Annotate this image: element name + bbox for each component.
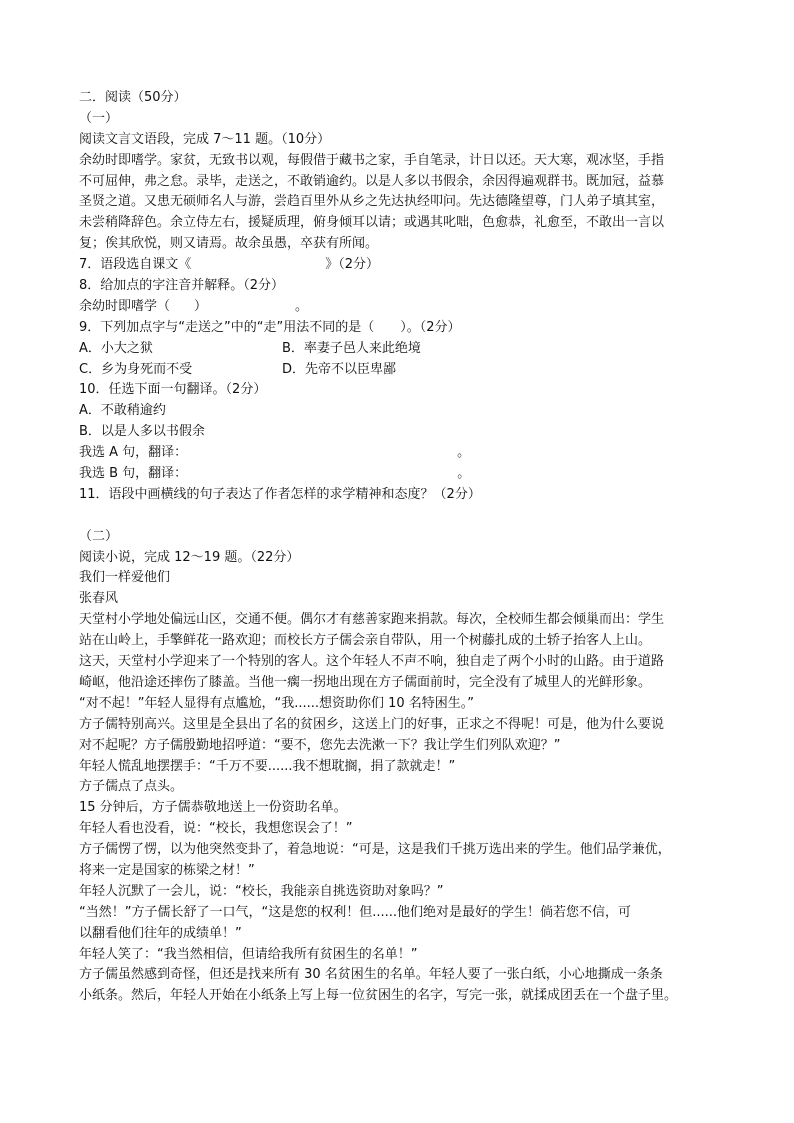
question-9-options-row xyxy=(79,339,739,360)
passage-line: 未尝稍降辞色。余立侍左右，援疑质理，俯身倾耳以请；或遇其叱咄，色愈恭，礼愈至，不敢出一言以 xyxy=(79,215,665,231)
story-title: 我们一样爱他们 xyxy=(79,570,171,586)
option-c: C．乡为身死而不受 xyxy=(79,361,193,377)
passage-line: 不可屈伸，弗之怠。录毕，走送之，不敢销逾约。以是人多以书假余，余因得遍观群书。既加冠，益慕 xyxy=(79,173,665,189)
answer-line-a: 我选 A 句，翻译： 。 xyxy=(79,445,471,461)
part1-heading: （一） xyxy=(79,110,119,126)
passage-line: 复；俟其欣悦，则又请焉。故余虽愚，卒获有所闻。 xyxy=(79,236,379,252)
passage-line: 余幼时即嗜学。家贫，无致书以观，每假借于藏书之家，手自笔录，计日以还。天大寒，观冰坚，手指 xyxy=(79,152,665,168)
option-b: B．率妻子邑人来此绝境 xyxy=(282,340,421,356)
story-body xyxy=(79,610,739,1007)
story-line: 15 分钟后，方子儒恭敬地送上一份资助名单。 xyxy=(79,800,347,816)
story-line: 天堂村小学地处偏远山区，交通不便。偶尔才有慈善家跑来捐款。每次，全校师生都会倾巢而出：学生 xyxy=(79,612,665,628)
question-10-sentence-b: B．以是人多以书假余 xyxy=(79,424,205,440)
story-line: 崎岖，他沿途还摔伤了膝盖。当他一瘸一拐地出现在方子儒面前时，完全没有了城里人的光鲜形象。 xyxy=(79,674,652,690)
section-title: 二．阅读（50分） xyxy=(79,90,187,105)
question-10-sentence-a: A．不敢稍逾约 xyxy=(79,403,166,419)
story-line: 对不起呢？方子儒殷勤地招呼道：“要不，您先去洗漱一下？我让学生们列队欢迎？” xyxy=(79,737,561,753)
option-a: A．小大之狱 xyxy=(79,340,153,356)
story-line: 小纸条。然后，年轻人开始在小纸条上写上每一位贫困生的名字，写完一张，就揉成团丢在一个盘子里。 xyxy=(79,988,678,1004)
story-line: 方子儒虽然感到奇怪，但还是找来所有 30 名贫困生的名单。年轻人要了一张白纸，小心地撕成一条条 xyxy=(79,967,663,983)
answer-line-b: 我选 B 句，翻译： 。 xyxy=(79,466,471,482)
story-author: 张春风 xyxy=(79,591,119,607)
story-line: “对不起！”年轻人显得有点尴尬，“我......想资助你们 10 名特困生。” xyxy=(79,695,475,711)
story-line: 方子儒愣了愣，以为他突然变卦了，着急地说：“可是，这是我们千挑万选出来的学生。他们品学兼优， xyxy=(79,842,671,858)
story-line: 以翻看他们往年的成绩单！” xyxy=(79,925,242,941)
part2-heading: （二） xyxy=(79,528,119,544)
question-11: 11．语段中画横线的句子表达了作者怎样的求学精神和态度？（2分） xyxy=(79,486,481,502)
story-line: 这天，天堂村小学迎来了一个特别的客人。这个年轻人不声不响，独自走了两个小时的山路。由于道路 xyxy=(79,654,665,670)
exam-page xyxy=(79,88,739,1007)
story-line: 方子儒点了点头。 xyxy=(79,779,184,795)
question-8-item: 余幼时即嗜学（ ） 。 xyxy=(79,298,309,314)
spacer xyxy=(79,506,739,527)
story-line: 将来一定是国家的栋梁之材！” xyxy=(79,862,255,878)
question-10: 10．任选下面一句翻译。（2分） xyxy=(79,382,267,398)
classical-passage xyxy=(79,151,739,255)
story-line: “当然！”方子儒长舒了一口气，“这是您的权利！但......他们绝对是最好的学生！倘若您不信，可 xyxy=(79,904,631,920)
part2-instruction: 阅读小说，完成 12～19 题。（22分） xyxy=(79,549,300,565)
story-line: 年轻人慌乱地摆摆手：“千万不要......我不想耽搁，捐了款就走！” xyxy=(79,758,456,774)
story-line: 站在山岭上，手擎鲜花一路欢迎；而校长方子儒会亲自带队，用一个树藤扎成的土轿子抬客人上山。 xyxy=(79,633,652,649)
story-line: 方子儒特别高兴。这里是全县出了名的贫困乡，这送上门的好事，正求之不得呢！可是，他为什么要说 xyxy=(79,716,665,732)
story-line: 年轻人沉默了一会儿，说：“校长，我能亲自挑选资助对象吗？” xyxy=(79,883,444,899)
question-7: 7．语段选自课文《 》（2分） xyxy=(79,257,380,273)
question-8: 8．给加点的字注音并解释。（2分） xyxy=(79,278,285,294)
story-line: 年轻人笑了：“我当然相信，但请给我所有贫困生的名单！” xyxy=(79,946,418,962)
passage-line: 圣贤之道。又患无硕师名人与游，尝趋百里外从乡之先达执经叩问。先达德隆望尊，门人弟子填其室， xyxy=(79,194,665,210)
question-9-options-row xyxy=(79,360,739,381)
part1-instruction: 阅读文言文语段，完成 7～11 题。（10分） xyxy=(79,131,331,147)
story-line: 年轻人看也没看，说：“校长，我想您误会了！” xyxy=(79,821,353,837)
question-9: 9．下列加点字与“走送之”中的“走”用法不同的是（ ）。（2分） xyxy=(79,319,461,335)
option-d: D．先帝不以臣卑鄙 xyxy=(282,361,397,377)
